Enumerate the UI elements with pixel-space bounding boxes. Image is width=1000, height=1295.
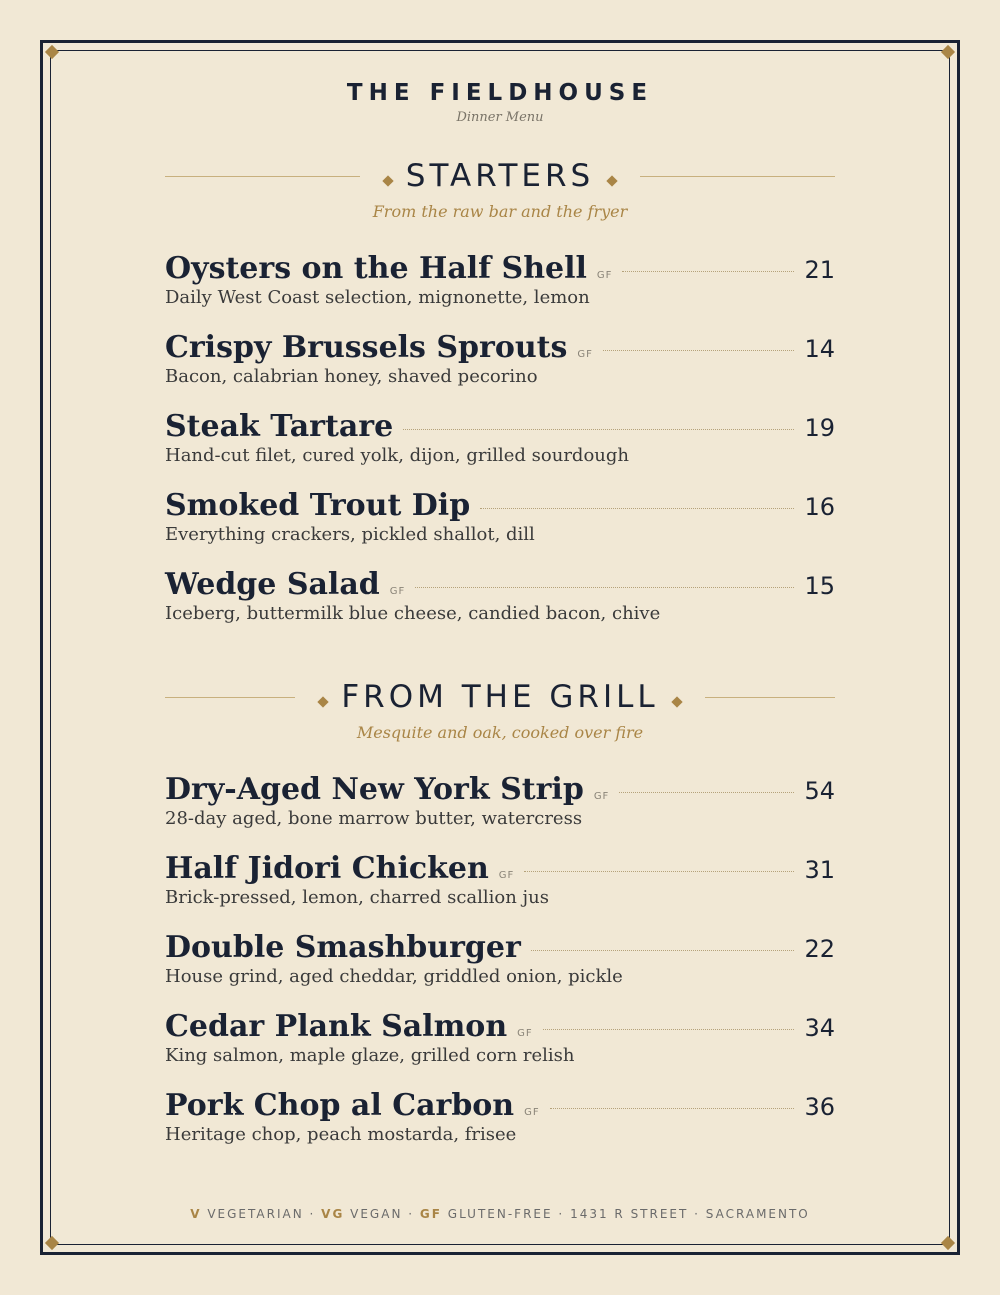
restaurant-address: 1431 R STREET · SACRAMENTO — [570, 1207, 810, 1221]
diamond-icon — [318, 696, 329, 707]
item-price: 19 — [804, 414, 835, 442]
item-name: Pork Chop al Carbon — [165, 1088, 515, 1123]
item-name: Oysters on the Half Shell — [165, 251, 587, 286]
menu-item — [165, 851, 835, 908]
menu-item — [165, 772, 835, 829]
section-title: FROM THE GRILL — [341, 679, 659, 715]
dietary-tag: GF — [593, 791, 610, 802]
dietary-tag: GF — [524, 1107, 540, 1118]
diamond-icon — [382, 175, 393, 186]
menu-item — [165, 567, 835, 624]
item-name: Dry-Aged New York Strip — [165, 772, 584, 807]
legend-key-vg: VG — [321, 1207, 345, 1221]
section-rule — [640, 176, 835, 177]
item-name: Half Jidori Chicken — [165, 851, 489, 886]
menu-subtitle: Dinner Menu — [456, 110, 544, 125]
separator: · — [309, 1207, 316, 1221]
item-name: Double Smashburger — [165, 930, 521, 965]
item-name: Smoked Trout Dip — [165, 488, 471, 523]
item-price: 22 — [804, 935, 835, 963]
section-title: STARTERS — [405, 158, 595, 194]
item-description: Iceberg, buttermilk blue cheese, candied bacon, chive — [165, 603, 661, 624]
legend-key-gf: GF — [419, 1207, 442, 1221]
section-rule — [705, 697, 835, 698]
dietary-tag: GF — [498, 870, 515, 881]
dotted-leader — [531, 950, 795, 951]
item-description: Hand-cut filet, cured yolk, dijon, grilled sourdough — [165, 445, 630, 466]
dietary-tag: GF — [577, 349, 593, 360]
dotted-leader — [619, 792, 794, 793]
item-name: Steak Tartare — [165, 409, 394, 444]
dotted-leader — [403, 429, 794, 430]
item-description: Bacon, calabrian honey, shaved pecorino — [165, 366, 538, 387]
item-description: Daily West Coast selection, mignonette, lemon — [165, 287, 590, 308]
item-price: 36 — [804, 1093, 835, 1121]
dotted-leader — [543, 1029, 795, 1030]
dotted-leader — [524, 871, 794, 872]
item-price: 31 — [804, 856, 835, 884]
item-price: 14 — [804, 335, 835, 363]
menu-item — [165, 930, 835, 987]
item-description: Brick-pressed, lemon, charred scallion jus — [165, 887, 549, 908]
item-name: Wedge Salad — [165, 567, 380, 602]
menu-item — [165, 1009, 835, 1066]
legend-label-vg: VEGAN — [350, 1207, 403, 1221]
item-price: 54 — [804, 777, 835, 805]
dotted-leader — [550, 1108, 795, 1109]
menu-item — [165, 330, 835, 387]
item-price: 15 — [804, 572, 835, 600]
restaurant-name: THE FIELDHOUSE — [346, 80, 654, 106]
dietary-tag: GF — [389, 586, 406, 597]
item-description: Heritage chop, peach mostarda, frisee — [165, 1124, 517, 1145]
item-description: Everything crackers, pickled shallot, dill — [165, 524, 535, 545]
item-price: 21 — [804, 256, 835, 284]
item-name: Crispy Brussels Sprouts — [165, 330, 568, 365]
section-rule — [165, 697, 295, 698]
item-description: 28-day aged, bone marrow butter, watercress — [165, 808, 583, 829]
section-header-grill — [165, 677, 835, 717]
menu-item — [165, 251, 835, 308]
section-rule — [165, 176, 360, 177]
dietary-tag: GF — [596, 270, 613, 281]
legend-label-gf: GLUTEN-FREE — [447, 1207, 553, 1221]
item-price: 16 — [804, 493, 835, 521]
diamond-icon — [671, 696, 682, 707]
diamond-icon — [607, 175, 618, 186]
section-header-starters — [165, 156, 835, 196]
menu-item — [165, 488, 835, 545]
item-description: House grind, aged cheddar, griddled onion, pickle — [165, 966, 623, 987]
menu-footer — [0, 1207, 1000, 1221]
menu-item — [165, 1088, 835, 1145]
menu-item — [165, 409, 835, 466]
dotted-leader — [603, 350, 795, 351]
section-subtitle: Mesquite and oak, cooked over fire — [356, 723, 644, 742]
legend-key-v: V — [190, 1207, 202, 1221]
dietary-tag: GF — [517, 1028, 533, 1039]
item-price: 34 — [804, 1014, 835, 1042]
legend-label-v: VEGETARIAN — [207, 1207, 304, 1221]
separator: · — [558, 1207, 565, 1221]
section-subtitle: From the raw bar and the fryer — [372, 202, 628, 221]
dotted-leader — [480, 508, 794, 509]
dotted-leader — [415, 587, 794, 588]
item-description: King salmon, maple glaze, grilled corn relish — [165, 1045, 575, 1066]
item-name: Cedar Plank Salmon — [165, 1009, 508, 1044]
separator: · — [408, 1207, 415, 1221]
dotted-leader — [622, 271, 794, 272]
